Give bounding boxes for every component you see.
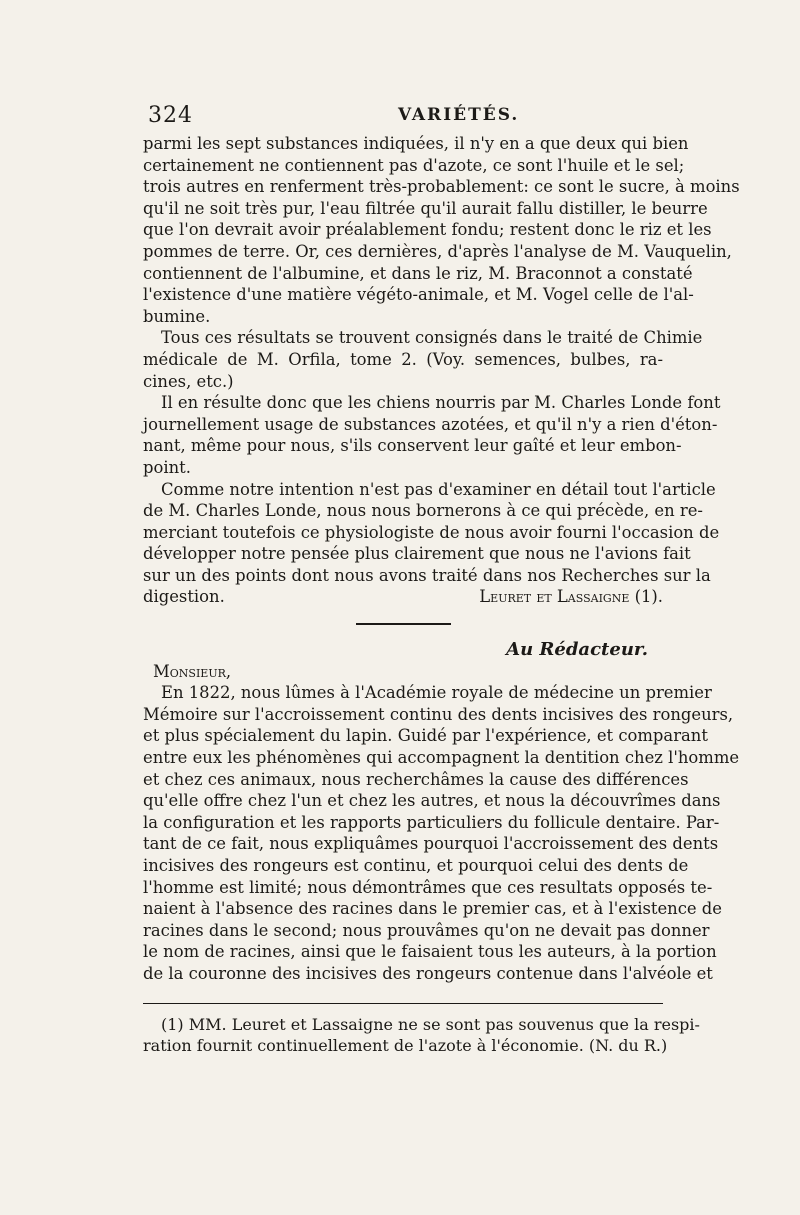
footnote bbox=[143, 1014, 700, 1056]
section-divider bbox=[356, 623, 451, 625]
text-line: point. bbox=[143, 457, 191, 477]
text-line: Il en résulte donc que les chiens nourris par M. Charles Londe font bbox=[161, 393, 721, 413]
text-line: parmi les sept substances indiquées, il n'y en a que deux qui bien bbox=[143, 134, 689, 153]
letter-body bbox=[143, 682, 740, 984]
text-line: que l'on devrait avoir préalablement fondu; restent donc le riz et les bbox=[143, 220, 712, 240]
text-line: trois autres en renferment très-probablement: ce sont le sucre, à moins bbox=[143, 177, 740, 197]
letter-address: Au Rédacteur. bbox=[506, 639, 648, 661]
paragraph-1 bbox=[143, 133, 740, 327]
text-line: de la couronne des incisives des rongeurs contenue dans l'alvéole et bbox=[143, 963, 713, 983]
text-line: et plus spécialement du lapin. Guidé par l'expérience, et comparant bbox=[143, 726, 708, 746]
text-line: qu'il ne soit très pur, l'eau filtrée qu'il aurait fallu distiller, le beurre bbox=[143, 198, 708, 218]
page-number: 324 bbox=[148, 103, 193, 128]
letter-salutation: Monsieur, bbox=[153, 661, 232, 681]
text-line: Mémoire sur l'accroissement continu des dents incisives des rongeurs, bbox=[143, 704, 734, 724]
text-line: certainement ne contiennent pas d'azote, ce sont l'huile et le sel; bbox=[143, 155, 685, 175]
text-line: journellement usage de substances azotées, et qu'il n'y a rien d'éton- bbox=[143, 414, 718, 434]
text-line: cines, etc.) bbox=[143, 371, 234, 391]
footnote-line: ration fournit continuellement de l'azote à l'économie. (N. du R.) bbox=[143, 1035, 668, 1055]
footnote-line: (1) MM. Leuret et Lassaigne ne se sont pas souvenus que la respi- bbox=[161, 1014, 700, 1034]
text-line: Tous ces résultats se trouvent consignés dans le traité de Chimie bbox=[161, 328, 703, 348]
text-line: la configuration et les rapports particuliers du follicule dentaire. Par- bbox=[143, 812, 720, 832]
text-line: développer notre pensée plus clairement que nous ne l'avions fait bbox=[143, 544, 691, 564]
text-line: médicale de M. Orfila, tome 2. (Voy. semences, bulbes, ra- bbox=[143, 349, 663, 369]
running-title: VARIÉTÉS. bbox=[398, 105, 520, 125]
text-line: naient à l'absence des racines dans le premier cas, et à l'existence de bbox=[143, 899, 722, 919]
text-line: bumine. bbox=[143, 306, 211, 326]
text-line: entre eux les phénomènes qui accompagnent la dentition chez l'homme bbox=[143, 748, 740, 768]
text-line: de M. Charles Londe, nous nous bornerons à ce qui précède, en re- bbox=[143, 501, 703, 521]
footnote-divider bbox=[143, 1003, 663, 1004]
main-text bbox=[143, 133, 740, 1056]
text-line: l'homme est limité; nous démontrâmes que ces resultats opposés te- bbox=[143, 877, 713, 897]
text-line: sur un des points dont nous avons traité dans nos Recherches sur la bbox=[143, 565, 711, 585]
text-line: qu'elle offre chez l'un et chez les autres, et nous la découvrîmes dans bbox=[143, 791, 721, 811]
text-line: l'existence d'une matière végéto-animale, et M. Vogel celle de l'al- bbox=[143, 285, 694, 305]
text-line: pommes de terre. Or, ces dernières, d'après l'analyse de M. Vauquelin, bbox=[143, 241, 732, 261]
text-line: incisives des rongeurs est continu, et pourquoi celui des dents de bbox=[143, 856, 689, 875]
text-line: tant de ce fait, nous expliquâmes pourquoi l'accroissement des dents bbox=[143, 834, 719, 854]
text-line: merciant toutefois ce physiologiste de nous avoir fourni l'occasion de bbox=[143, 522, 720, 542]
paragraph-3 bbox=[143, 392, 721, 478]
paragraph-4 bbox=[143, 479, 720, 609]
page-header bbox=[148, 103, 668, 131]
text-line: Comme notre intention n'est pas d'examiner en détail tout l'article bbox=[161, 479, 716, 499]
text-line: contiennent de l'albumine, et dans le riz, M. Braconnot a constaté bbox=[143, 263, 693, 283]
text-line: le nom de racines, ainsi que le faisaient tous les auteurs, à la portion bbox=[143, 942, 717, 962]
text-line: En 1822, nous lûmes à l'Académie royale de médecine un premier bbox=[161, 683, 712, 703]
signature-line bbox=[143, 586, 663, 608]
text-line: racines dans le second; nous prouvâmes qu'on ne devait pas donner bbox=[143, 920, 710, 940]
author-signature: Leuret et Lassaigne (1). bbox=[479, 587, 663, 607]
paragraph-2 bbox=[143, 327, 703, 392]
text-line: et chez ces animaux, nous recherchâmes la cause des différences bbox=[143, 769, 689, 789]
closing-word: digestion. bbox=[143, 587, 225, 607]
text-line: nant, même pour nous, s'ils conservent leur gaîté et leur embon- bbox=[143, 436, 682, 456]
